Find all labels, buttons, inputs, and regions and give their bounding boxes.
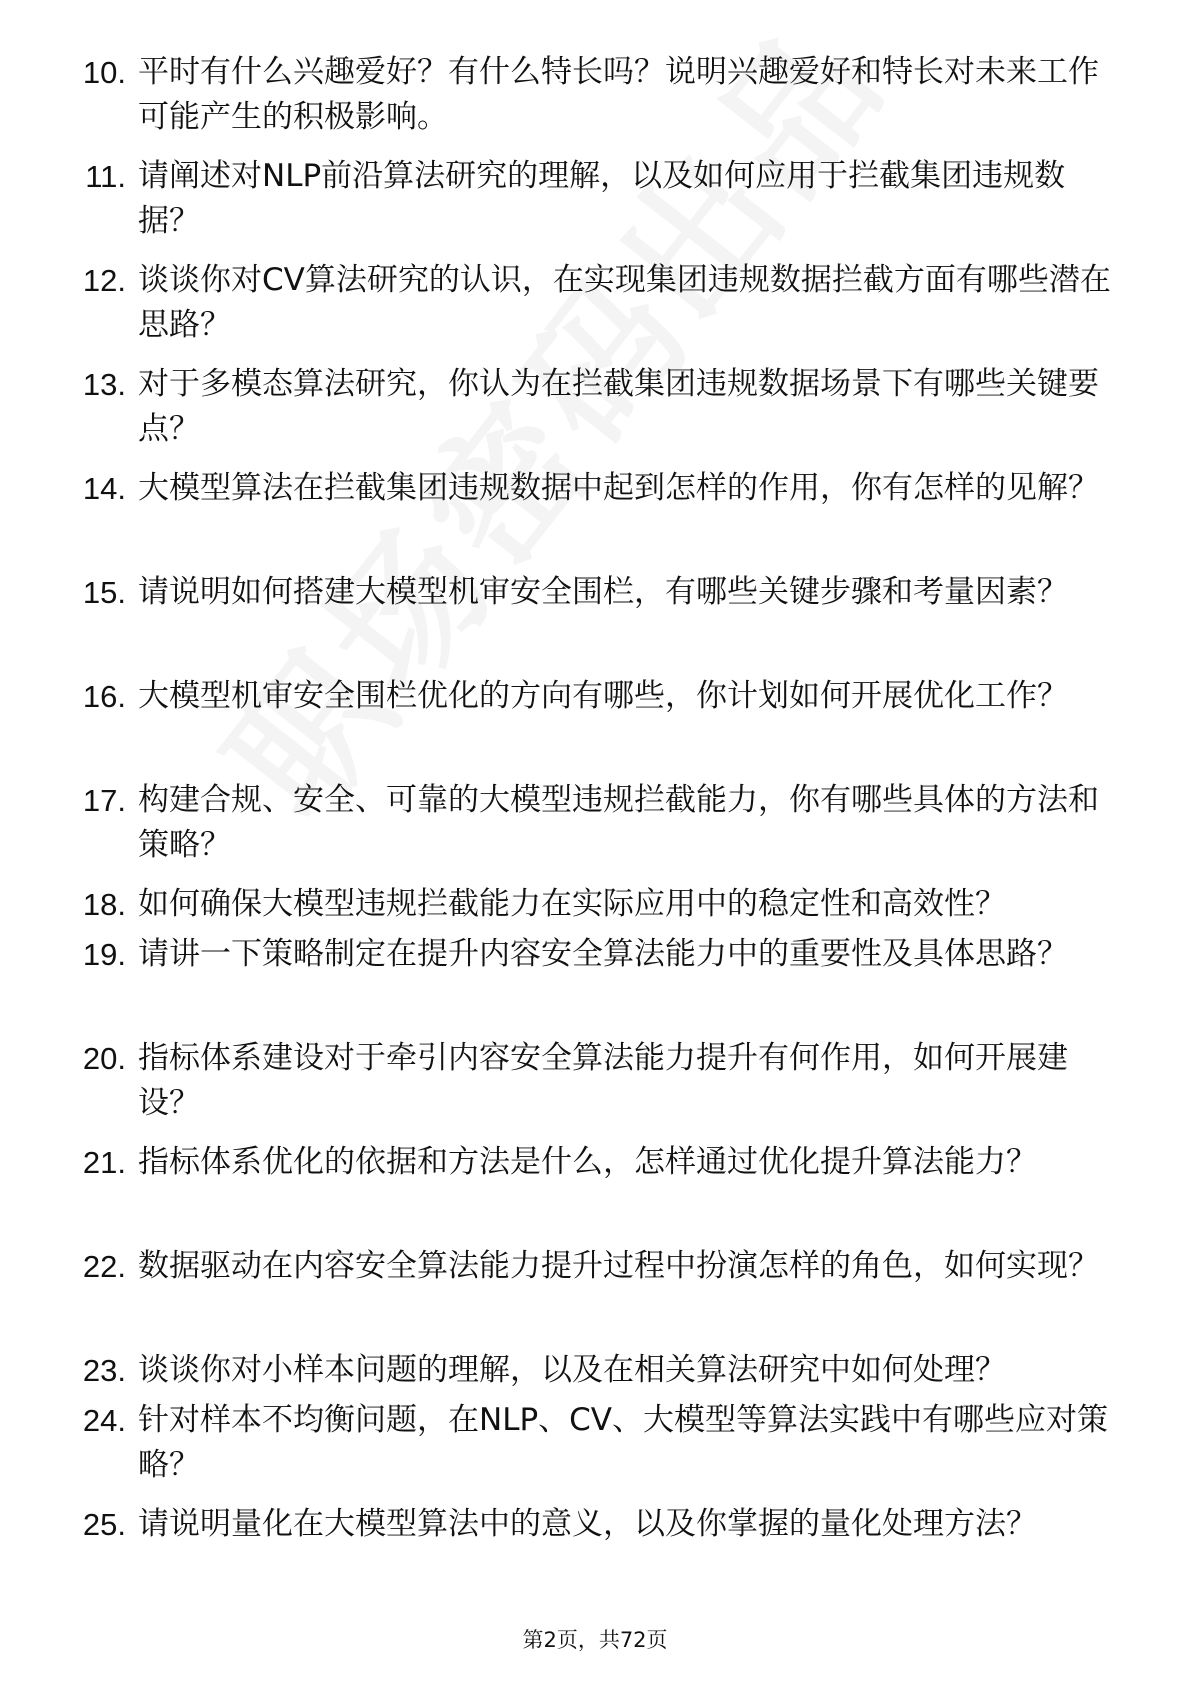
question-item [56,1140,1136,1244]
question-number: 23. [82,1353,126,1388]
question-number: 17. [82,783,126,818]
question-item [56,1244,1136,1348]
question-text: 指标体系优化的依据和方法是什么，怎样通过优化提升算法能力？ [138,1144,1037,1180]
question-item [56,154,1136,258]
question-number: 13. [82,367,126,402]
question-number: 20. [82,1041,126,1076]
question-text: 构建合规、安全、可靠的大模型违规拦截能力，你有哪些具体的方法和策略？ [138,782,1099,863]
question-item [56,362,1136,466]
question-text: 如何确保大模型违规拦截能力在实际应用中的稳定性和高效性？ [138,886,1006,922]
question-text: 请阐述对NLP前沿算法研究的理解，以及如何应用于拦截集团违规数据？ [138,158,1066,239]
question-number: 24. [82,1403,126,1438]
question-item [56,882,1136,932]
question-number: 12. [82,263,126,298]
question-text: 平时有什么兴趣爱好？有什么特长吗？说明兴趣爱好和特长对未来工作可能产生的积极影响。 [138,54,1099,135]
question-item [56,1398,1136,1502]
question-text: 请说明如何搭建大模型机审安全围栏，有哪些关键步骤和考量因素？ [138,574,1068,610]
question-item [56,674,1136,778]
question-text: 请说明量化在大模型算法中的意义，以及你掌握的量化处理方法？ [138,1506,1037,1542]
question-text: 数据驱动在内容安全算法能力提升过程中扮演怎样的角色，如何实现？ [138,1248,1099,1284]
question-number: 25. [82,1507,126,1542]
page-footer: 第2页，共72页 [522,1628,668,1652]
question-text: 大模型算法在拦截集团违规数据中起到怎样的作用，你有怎样的见解？ [138,470,1099,506]
question-item [56,50,1136,154]
question-item [56,1348,1136,1398]
question-number: 10. [82,55,126,90]
question-text: 请讲一下策略制定在提升内容安全算法能力中的重要性及具体思路？ [138,936,1068,972]
question-number: 22. [82,1249,126,1284]
question-text: 针对样本不均衡问题，在NLP、CV、大模型等算法实践中有哪些应对策略？ [138,1402,1109,1483]
question-number: 19. [82,937,126,972]
question-list [56,50,1136,1606]
question-number: 11. [85,159,126,194]
question-item [56,1502,1136,1606]
question-item [56,258,1136,362]
question-number: 21. [82,1145,126,1180]
question-item [56,466,1136,570]
question-text: 对于多模态算法研究，你认为在拦截集团违规数据场景下有哪些关键要点？ [138,366,1099,447]
question-text: 指标体系建设对于牵引内容安全算法能力提升有何作用，如何开展建设？ [138,1040,1068,1121]
question-number: 18. [82,887,126,922]
question-text: 谈谈你对小样本问题的理解，以及在相关算法研究中如何处理？ [138,1352,1006,1388]
question-item [56,778,1136,882]
question-item [56,1036,1136,1140]
question-item [56,932,1136,1036]
question-number: 15. [82,575,126,610]
question-text: 大模型机审安全围栏优化的方向有哪些，你计划如何开展优化工作？ [138,678,1068,714]
question-number: 16. [82,679,126,714]
question-item [56,570,1136,674]
question-text: 谈谈你对CV算法研究的认识，在实现集团违规数据拦截方面有哪些潜在思路？ [138,262,1111,343]
question-number: 14. [82,471,126,506]
